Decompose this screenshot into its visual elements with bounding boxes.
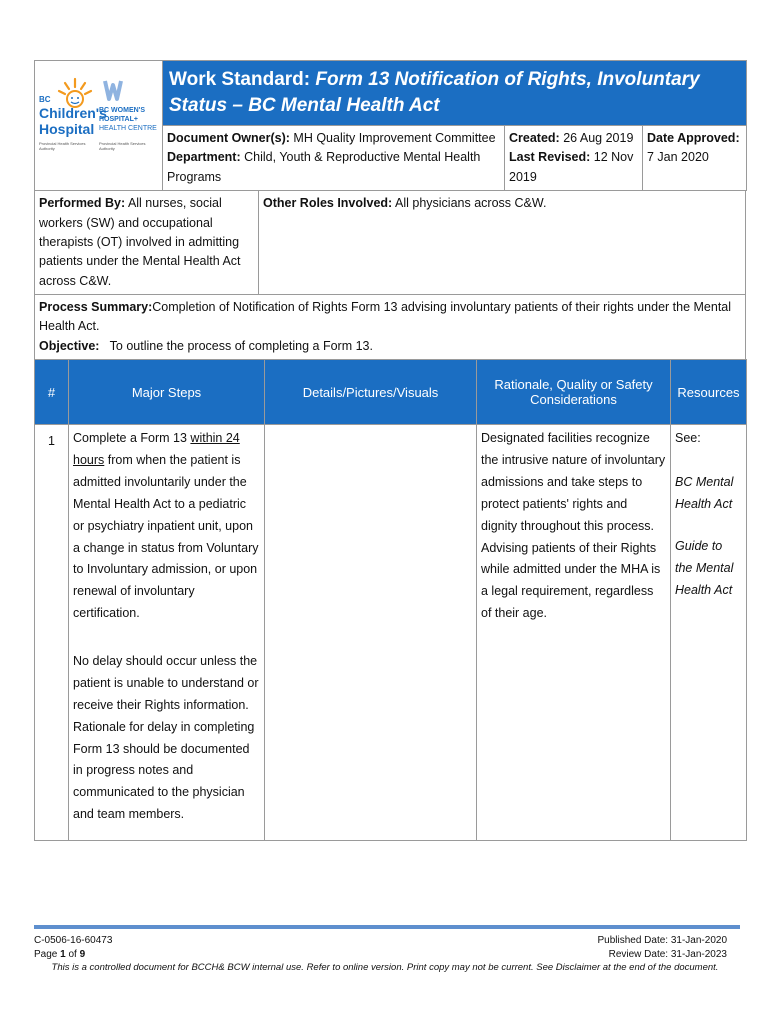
published-date: Published Date: 31-Jan-2020 [597, 935, 727, 946]
department-label: Department: [167, 150, 241, 165]
step-rationale [477, 425, 671, 841]
other-roles-value: All physicians across C&W. [395, 196, 547, 211]
document-title [163, 61, 747, 126]
header-table [34, 60, 747, 191]
col-header-details: Details/Pictures/Visuals [265, 360, 477, 425]
document-page [34, 60, 746, 841]
doc-code: C-0506-16-60473 [34, 935, 113, 946]
title-prefix: Work Standard: [169, 69, 311, 90]
organization-logo [35, 61, 163, 173]
approved-cell [643, 126, 747, 191]
revised-value: 12 Nov 2019 [509, 150, 634, 184]
department-line [167, 148, 500, 187]
logo-womens-sub: Provincial Health Services Authority [99, 141, 146, 151]
footer-disclaimer: This is a controlled document for BCCH& BCW internal use. Refer to online version. Print copy may not be current. See Disclaimer at the end of the document. [51, 962, 719, 973]
logo-childrens: Children's [39, 105, 107, 121]
revised-line [509, 148, 638, 187]
table-row [35, 425, 747, 841]
logo-womens-line2: HOSPITAL+ [99, 116, 138, 123]
logo-bc-small: BC [39, 95, 51, 104]
other-roles-label: Other Roles Involved: [263, 196, 393, 211]
step-note: No delay should occur unless the patient is unable to understand or receive their Rights information. Rationale for delay in completing Form 13 should be documented in progress notes and communicated to the physician and team members. [73, 654, 259, 822]
objective-value: To outline the process of completing a Form 13. [109, 338, 373, 353]
logo-childrens-sub: Provincial Health Services Authority [39, 141, 86, 151]
summary-cell [35, 295, 746, 360]
objective [39, 337, 741, 356]
steps-table [34, 359, 747, 841]
resource-link-guide-mental-health-act[interactable]: Guide to the Mental Health Act [675, 538, 734, 597]
process-summary [39, 298, 741, 337]
process-label: Process Summary: [39, 300, 153, 314]
department-value: Child, Youth & Reproductive Mental Health Programs [167, 150, 481, 184]
col-header-resources: Resources [671, 360, 747, 425]
objective-label: Objective: [39, 338, 100, 353]
other-roles-cell [259, 191, 746, 295]
review-date: Review Date: 31-Jan-2023 [608, 949, 727, 960]
title-main: Form 13 Notification of Rights, Involuntary Status – BC Mental Health Act [169, 69, 700, 116]
footer-divider [34, 925, 740, 929]
performed-label: Performed By: [39, 196, 126, 211]
page-of: of [65, 949, 80, 960]
step-resources [671, 425, 747, 841]
step-text-post: from when the patient is admitted involuntarily under the Mental Health Act to a pediatric or psychiatry inpatient unit, upon a change in status from Voluntary to Involuntary admission, or upon renewal of involuntary certification. [73, 453, 259, 621]
performed-value: All nurses, social workers (SW) and occupational therapists (OT) involved in admitting patients under the Mental Health Act across C&W. [39, 196, 241, 288]
logo-hospital: Hospital [39, 121, 95, 137]
revised-label: Last Revised: [509, 150, 591, 165]
col-header-rationale: Rationale, Quality or Safety Considerations [477, 360, 671, 425]
footer-right [597, 934, 727, 962]
logo-cell [35, 61, 163, 191]
steps-header-row [35, 360, 747, 425]
owner-value: MH Quality Improvement Committee [293, 131, 496, 145]
process-value: Completion of Notification of Rights Form 13 advising involuntary patients of their rights under the Mental Health Act. [39, 300, 732, 334]
resources-see: See: [675, 431, 701, 446]
page-number: 1 [60, 949, 66, 960]
roles-table [34, 190, 746, 360]
page-indicator [34, 948, 112, 962]
step-number: 1 [35, 425, 69, 841]
page-prefix: Page [34, 949, 61, 960]
owner-line [167, 129, 500, 148]
logo-womens-line1: BC WOMEN'S [99, 107, 145, 114]
performed-by-cell [35, 191, 259, 295]
approved-value: 7 Jan 2020 [647, 150, 709, 165]
logo-womens-line3: HEALTH CENTRE [99, 125, 157, 132]
dates-cell [505, 126, 643, 191]
rationale-1: Designated facilities recognize the intrusive nature of involuntary admissions and take steps to protect patients' rights and dignity throughout this process. [481, 431, 666, 533]
created-line [509, 129, 638, 148]
footer-left [34, 934, 112, 962]
owner-label: Document Owner(s): [167, 131, 290, 145]
step-text-pre: Complete a Form 13 [73, 431, 191, 446]
created-label: Created: [509, 131, 560, 145]
created-value: 26 Aug 2019 [563, 131, 634, 145]
step-details [265, 425, 477, 841]
rationale-2: Advising patients of their Rights while admitted under the MHA is a legal requirement, regardless of their age. [481, 540, 661, 621]
col-header-major-steps: Major Steps [69, 360, 265, 425]
resource-link-bc-mental-health-act[interactable]: BC Mental Health Act [675, 475, 734, 511]
col-header-num: # [35, 360, 69, 425]
step-deadline: within 24 hours [73, 431, 240, 467]
page-total: 9 [79, 949, 86, 960]
step-text [73, 428, 260, 625]
owner-department-cell [163, 126, 505, 191]
step-major [69, 425, 265, 841]
approved-label: Date Approved: [647, 131, 740, 145]
